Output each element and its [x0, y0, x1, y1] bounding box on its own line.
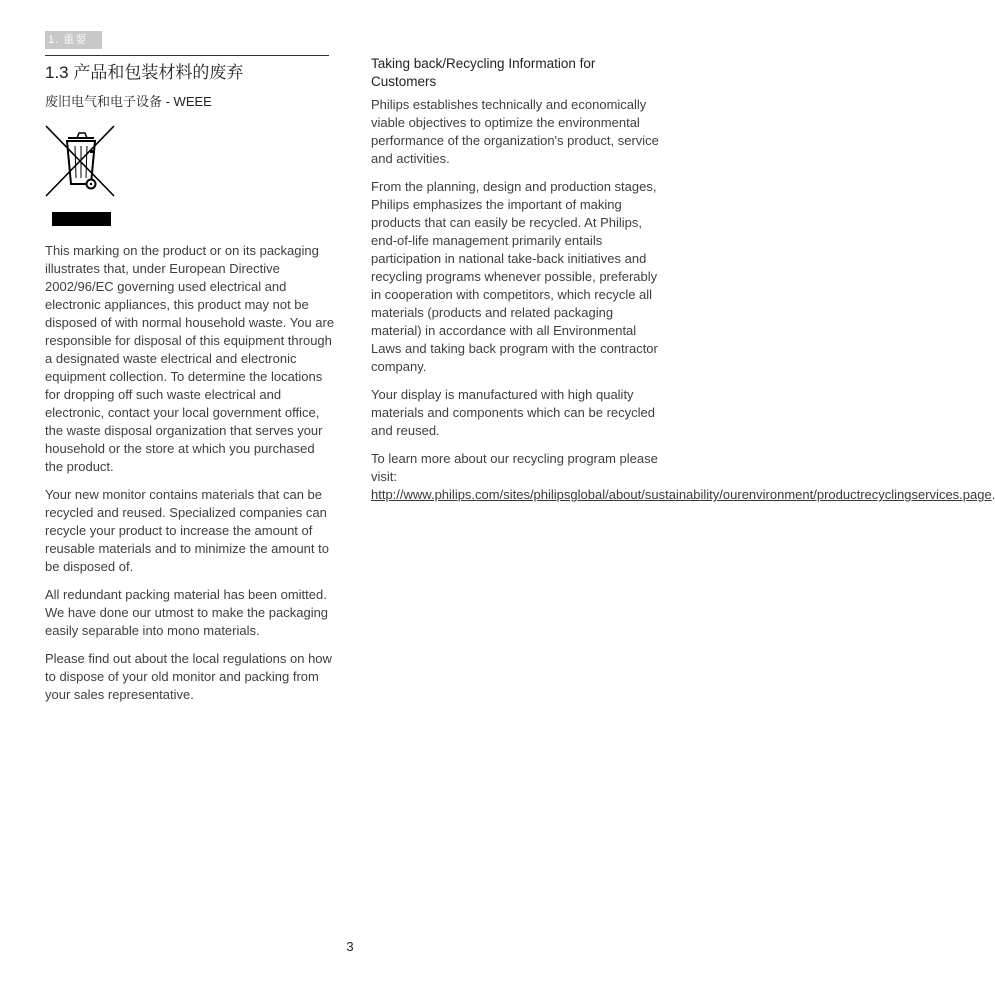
- left-paragraph-4: Please find out about the local regulations on how to dispose of your old monitor and packing from your sales representative.: [45, 651, 332, 702]
- left-paragraph-1: This marking on the product or on its packaging illustrates that, under European Directive 2002/96/EC governing used electrical and electronic appliances, this product may not be disposed of with normal household waste. You are responsible for disposal of this equipment through a designated waste electrical and electronic equipment collection. To determine the locations for dropping off such waste electrical and electronic, contact your local government office, the waste disposal organization that serves your household or the store at which you purchased the product.: [45, 243, 335, 474]
- link-intro: To learn more about our recycling program please visit:: [371, 451, 658, 484]
- left-column: [45, 242, 335, 714]
- right-paragraph-4: [371, 450, 995, 504]
- right-paragraph-1: Philips establishes technically and economically viable objectives to optimize the environmental performance of the organization's product, service and activities.: [371, 97, 659, 166]
- weee-subtitle: 废旧电气和电子设备 - WEEE: [45, 94, 212, 109]
- left-paragraph-3: All redundant packing material has been omitted. We have done our utmost to make the packaging easily separable into mono materials.: [45, 587, 329, 638]
- title-rule: [45, 55, 329, 56]
- page-number: 3: [346, 939, 354, 954]
- recycling-heading: Taking back/Recycling Information for Customers: [371, 56, 596, 89]
- left-paragraph-2: Your new monitor contains materials that can be recycled and reused. Specialized companies can recycle your product to increase the amount of reusable materials and to minimize the amount to be disposed of.: [45, 487, 329, 574]
- link-end: .: [991, 487, 995, 502]
- crossed-out-wheelie-bin-icon: [44, 124, 116, 198]
- right-paragraph-3: Your display is manufactured with high quality materials and components which can be recycled and reused.: [371, 387, 655, 438]
- weee-marking-bar: [52, 212, 111, 226]
- section-title: 1.3 产品和包装材料的废弃: [45, 63, 244, 82]
- right-column: [371, 55, 995, 514]
- recycling-link[interactable]: http://www.philips.com/sites/philipsglobal/about/sustainability/ourenvironment/productrecyclingservices.page: [371, 487, 992, 502]
- chapter-tab: 1. 重要: [45, 31, 102, 49]
- right-paragraph-2: From the planning, design and production stages, Philips emphasizes the important of making products that can easily be recycled. At Philips, end-of-life management primarily entails participation in national take-back initiatives and recycling programs whenever possible, preferably in cooperation with competitors, which recycle all materials (products and related packaging material) in accordance with all Environmental Laws and taking back program with the contractor company.: [371, 179, 658, 374]
